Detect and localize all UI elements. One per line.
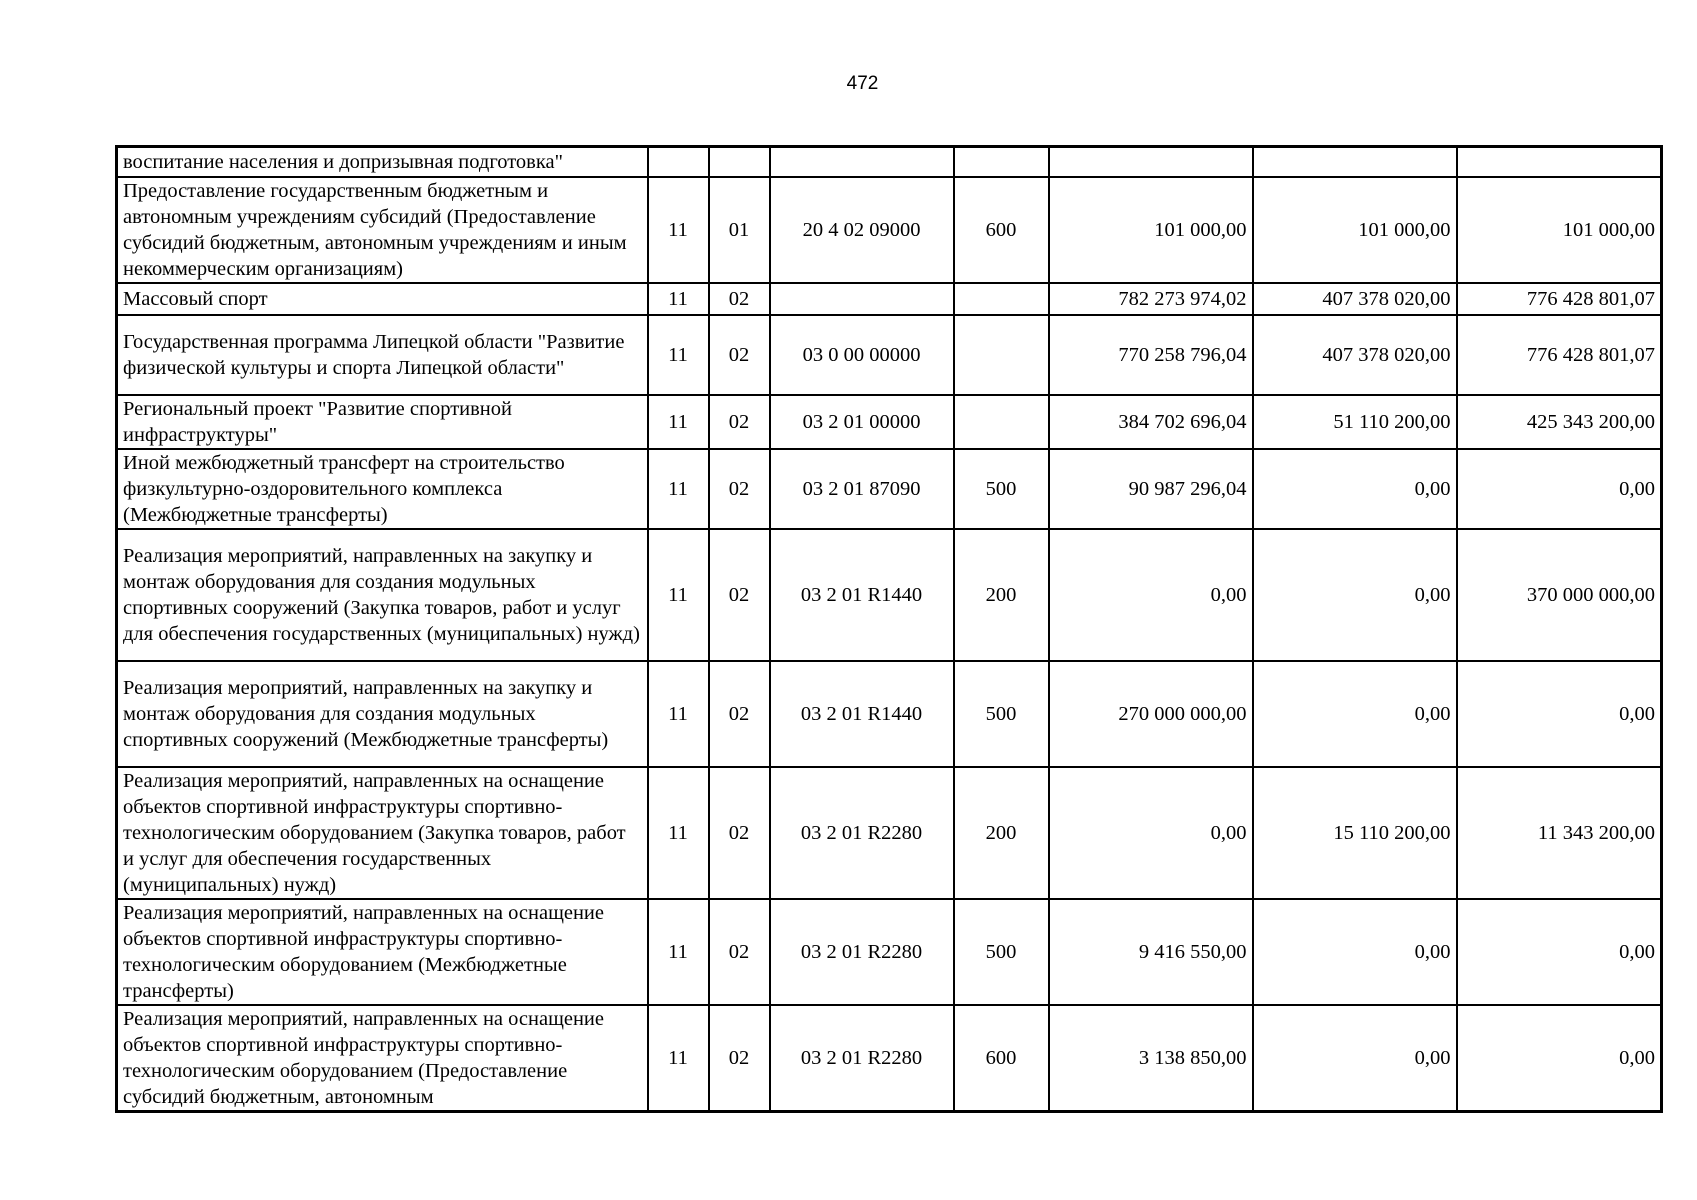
row-name: Предоставление государственным бюджетным и автономным учреждениям субсидий (Предоставление субсидий бюджетным, автономным учреждениям и иным некоммерческим организациям) bbox=[117, 177, 648, 283]
subsection-code: 02 bbox=[709, 899, 770, 1005]
amount-year-3: 101 000,00 bbox=[1457, 177, 1662, 283]
amount-year-2: 51 110 200,00 bbox=[1253, 395, 1457, 449]
expense-type-code: 200 bbox=[954, 767, 1049, 899]
amount-year-3: 0,00 bbox=[1457, 1005, 1662, 1112]
amount-year-2: 0,00 bbox=[1253, 529, 1457, 661]
amount-year-2: 0,00 bbox=[1253, 661, 1457, 767]
row-name: Реализация мероприятий, направленных на оснащение объектов спортивной инфраструктуры спортивно-технологическим оборудованием (Межбюджетные трансферты) bbox=[117, 899, 648, 1005]
table-row bbox=[117, 177, 1662, 283]
subsection-code: 01 bbox=[709, 177, 770, 283]
amount-year-1: 770 258 796,04 bbox=[1049, 315, 1253, 395]
target-article-code: 03 2 01 R1440 bbox=[770, 529, 954, 661]
amount-year-2: 407 378 020,00 bbox=[1253, 315, 1457, 395]
expense-type-code bbox=[954, 147, 1049, 177]
section-code: 11 bbox=[648, 315, 709, 395]
table-row bbox=[117, 767, 1662, 899]
expense-type-code: 600 bbox=[954, 177, 1049, 283]
row-name: Региональный проект "Развитие спортивной инфраструктуры" bbox=[117, 395, 648, 449]
expense-type-code: 500 bbox=[954, 661, 1049, 767]
amount-year-3: 776 428 801,07 bbox=[1457, 315, 1662, 395]
amount-year-2: 0,00 bbox=[1253, 899, 1457, 1005]
target-article-code bbox=[770, 147, 954, 177]
amount-year-1: 90 987 296,04 bbox=[1049, 449, 1253, 529]
section-code: 11 bbox=[648, 395, 709, 449]
table-row bbox=[117, 1005, 1662, 1112]
table-row bbox=[117, 283, 1662, 315]
subsection-code: 02 bbox=[709, 283, 770, 315]
section-code: 11 bbox=[648, 661, 709, 767]
section-code: 11 bbox=[648, 529, 709, 661]
row-name: Иной межбюджетный трансферт на строительство физкультурно-оздоровительного комплекса (Межбюджетные трансферты) bbox=[117, 449, 648, 529]
target-article-code: 03 2 01 00000 bbox=[770, 395, 954, 449]
amount-year-1: 101 000,00 bbox=[1049, 177, 1253, 283]
amount-year-2: 407 378 020,00 bbox=[1253, 283, 1457, 315]
amount-year-2: 0,00 bbox=[1253, 1005, 1457, 1112]
subsection-code: 02 bbox=[709, 449, 770, 529]
row-name: Реализация мероприятий, направленных на оснащение объектов спортивной инфраструктуры спортивно-технологическим оборудованием (Предоставление субсидий бюджетным, автономным bbox=[117, 1005, 648, 1112]
page-number: 472 bbox=[846, 73, 879, 94]
amount-year-2 bbox=[1253, 147, 1457, 177]
amount-year-1: 384 702 696,04 bbox=[1049, 395, 1253, 449]
expense-type-code: 500 bbox=[954, 449, 1049, 529]
section-code: 11 bbox=[648, 177, 709, 283]
amount-year-3: 0,00 bbox=[1457, 449, 1662, 529]
amount-year-2: 101 000,00 bbox=[1253, 177, 1457, 283]
row-name: Реализация мероприятий, направленных на закупку и монтаж оборудования для создания модульных спортивных сооружений (Закупка товаров, работ и услуг для обеспечения государственных (муниципальных) нужд) bbox=[117, 529, 648, 661]
subsection-code: 02 bbox=[709, 661, 770, 767]
section-code bbox=[648, 147, 709, 177]
section-code: 11 bbox=[648, 767, 709, 899]
target-article-code: 20 4 02 09000 bbox=[770, 177, 954, 283]
amount-year-2: 15 110 200,00 bbox=[1253, 767, 1457, 899]
subsection-code: 02 bbox=[709, 529, 770, 661]
table-row bbox=[117, 899, 1662, 1005]
subsection-code bbox=[709, 147, 770, 177]
amount-year-1: 0,00 bbox=[1049, 767, 1253, 899]
expense-type-code: 600 bbox=[954, 1005, 1049, 1112]
amount-year-3: 0,00 bbox=[1457, 899, 1662, 1005]
expense-type-code bbox=[954, 395, 1049, 449]
expense-type-code bbox=[954, 283, 1049, 315]
row-name: Государственная программа Липецкой области "Развитие физической культуры и спорта Липецкой области" bbox=[117, 315, 648, 395]
table-row bbox=[117, 395, 1662, 449]
subsection-code: 02 bbox=[709, 767, 770, 899]
amount-year-3 bbox=[1457, 147, 1662, 177]
table-row bbox=[117, 315, 1662, 395]
row-name: Реализация мероприятий, направленных на оснащение объектов спортивной инфраструктуры спортивно-технологическим оборудованием (Закупка товаров, работ и услуг для обеспечения государственных (муниципальных) нужд) bbox=[117, 767, 648, 899]
section-code: 11 bbox=[648, 1005, 709, 1112]
expense-type-code: 200 bbox=[954, 529, 1049, 661]
amount-year-3: 370 000 000,00 bbox=[1457, 529, 1662, 661]
table-row bbox=[117, 449, 1662, 529]
amount-year-2: 0,00 bbox=[1253, 449, 1457, 529]
target-article-code bbox=[770, 283, 954, 315]
table-row bbox=[117, 147, 1662, 177]
budget-table-body bbox=[117, 147, 1662, 1112]
table-row bbox=[117, 529, 1662, 661]
amount-year-1: 9 416 550,00 bbox=[1049, 899, 1253, 1005]
amount-year-1: 270 000 000,00 bbox=[1049, 661, 1253, 767]
target-article-code: 03 0 00 00000 bbox=[770, 315, 954, 395]
expense-type-code bbox=[954, 315, 1049, 395]
amount-year-3: 776 428 801,07 bbox=[1457, 283, 1662, 315]
amount-year-1: 3 138 850,00 bbox=[1049, 1005, 1253, 1112]
amount-year-1: 782 273 974,02 bbox=[1049, 283, 1253, 315]
section-code: 11 bbox=[648, 283, 709, 315]
amount-year-1: 0,00 bbox=[1049, 529, 1253, 661]
row-name: Массовый спорт bbox=[117, 283, 648, 315]
row-name: воспитание населения и допризывная подготовка" bbox=[117, 147, 648, 177]
amount-year-3: 425 343 200,00 bbox=[1457, 395, 1662, 449]
target-article-code: 03 2 01 R2280 bbox=[770, 767, 954, 899]
target-article-code: 03 2 01 R1440 bbox=[770, 661, 954, 767]
target-article-code: 03 2 01 R2280 bbox=[770, 899, 954, 1005]
expense-type-code: 500 bbox=[954, 899, 1049, 1005]
section-code: 11 bbox=[648, 449, 709, 529]
target-article-code: 03 2 01 R2280 bbox=[770, 1005, 954, 1112]
table-row bbox=[117, 661, 1662, 767]
amount-year-3: 11 343 200,00 bbox=[1457, 767, 1662, 899]
target-article-code: 03 2 01 87090 bbox=[770, 449, 954, 529]
row-name: Реализация мероприятий, направленных на закупку и монтаж оборудования для создания модульных спортивных сооружений (Межбюджетные трансферты) bbox=[117, 661, 648, 767]
subsection-code: 02 bbox=[709, 395, 770, 449]
amount-year-3: 0,00 bbox=[1457, 661, 1662, 767]
section-code: 11 bbox=[648, 899, 709, 1005]
subsection-code: 02 bbox=[709, 315, 770, 395]
subsection-code: 02 bbox=[709, 1005, 770, 1112]
amount-year-1 bbox=[1049, 147, 1253, 177]
budget-table bbox=[115, 145, 1663, 1113]
